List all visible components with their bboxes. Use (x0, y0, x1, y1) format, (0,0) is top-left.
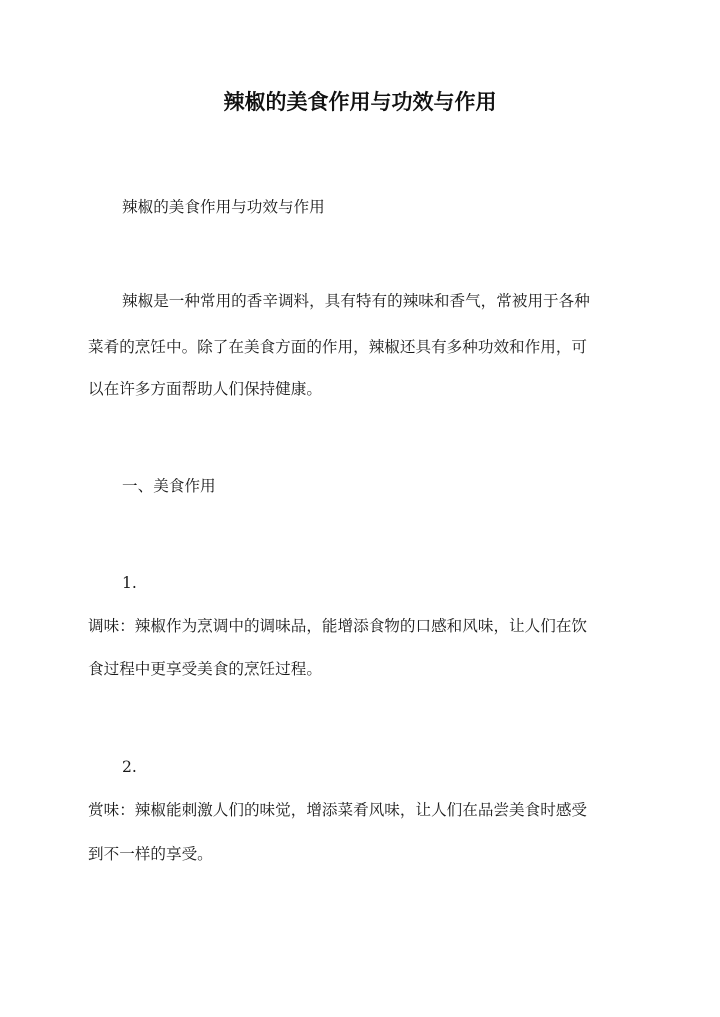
item-text-line: 调味：辣椒作为烹调中的调味品，能增添食物的口感和风味，让人们在饮 (88, 617, 588, 635)
intro-line: 辣椒是一种常用的香辛调料，具有特有的辣味和香气，常被用于各种 (122, 292, 590, 310)
item-text-line: 赏味：辣椒能刺激人们的味觉，增添菜肴风味，让人们在品尝美食时感受 (88, 801, 588, 819)
item-text-line: 食过程中更享受美食的烹饪过程。 (88, 660, 322, 678)
item-number: 1. (122, 574, 137, 592)
intro-line: 菜肴的烹饪中。除了在美食方面的作用，辣椒还具有多种功效和作用，可 (88, 338, 588, 356)
document-title: 辣椒的美食作用与功效与作用 (223, 89, 497, 114)
document-subtitle: 辣椒的美食作用与功效与作用 (122, 198, 325, 216)
item-number: 2. (122, 758, 137, 776)
item-text-line: 到不一样的享受。 (88, 845, 213, 863)
intro-line: 以在许多方面帮助人们保持健康。 (88, 380, 322, 398)
section-heading: 一、美食作用 (122, 477, 216, 495)
